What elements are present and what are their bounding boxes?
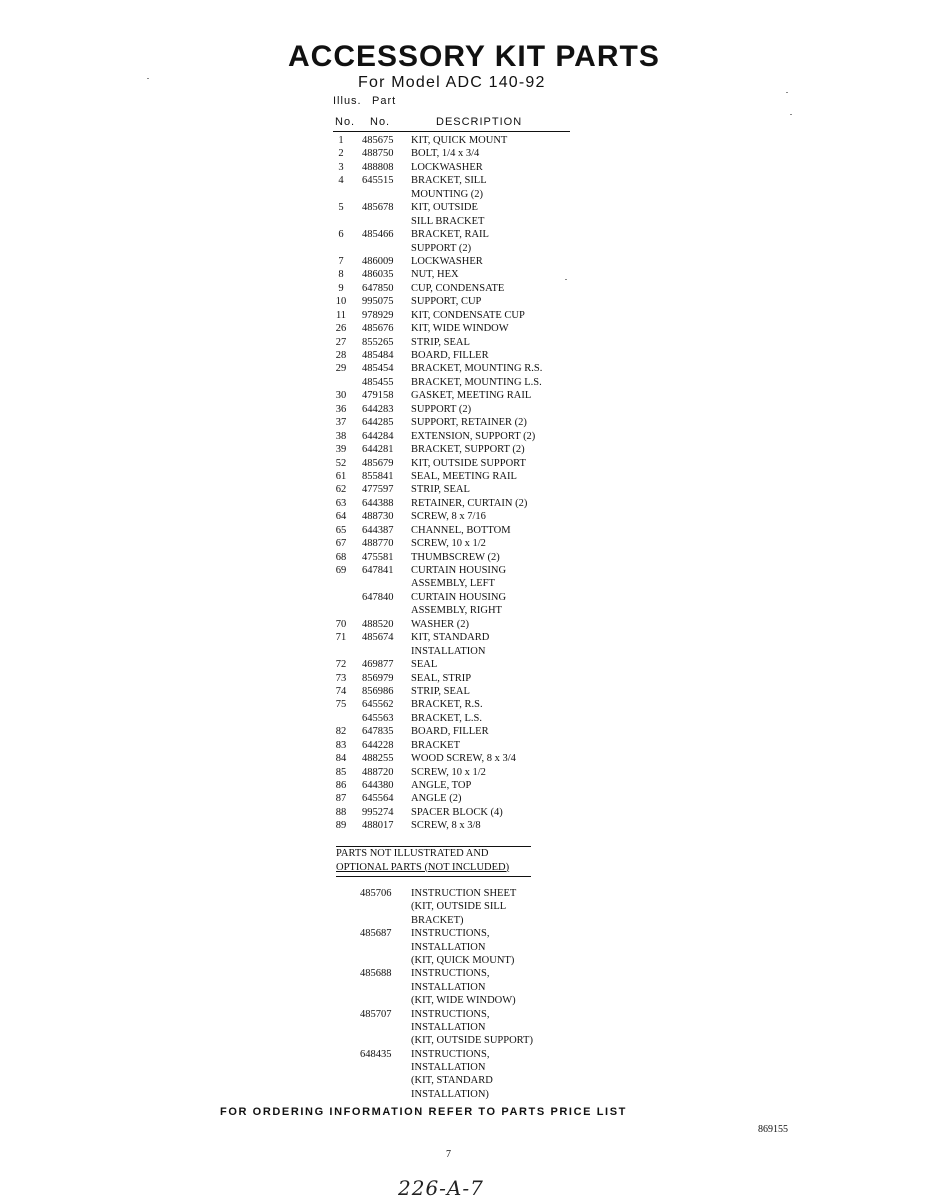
illus-number: 84	[335, 753, 347, 765]
section-divider-bottom	[336, 876, 531, 877]
illus-number: 52	[335, 457, 347, 469]
part-description: INSTALLATION	[411, 941, 486, 953]
table-row	[333, 483, 593, 496]
part-number: 644388	[362, 497, 394, 509]
part-description: SUPPORT (2)	[411, 242, 472, 254]
part-description: WASHER (2)	[411, 618, 470, 630]
table-row	[333, 725, 593, 738]
table-row	[333, 457, 593, 470]
illus-number: 6	[338, 229, 344, 241]
part-number: 469877	[362, 659, 394, 671]
table-row	[333, 712, 593, 725]
part-description: CURTAIN HOUSING	[411, 591, 507, 603]
header-illus-line1: Illus.	[333, 95, 362, 107]
table-row	[336, 941, 596, 954]
table-row	[333, 564, 593, 577]
part-number: 645562	[362, 699, 394, 711]
scan-speck	[565, 279, 567, 280]
table-row	[333, 685, 593, 698]
illus-number: 82	[335, 726, 347, 738]
table-row	[336, 900, 596, 913]
table-row	[333, 752, 593, 765]
part-description: BRACKET, L.S.	[411, 712, 482, 724]
part-description: INSTALLATION	[411, 1021, 486, 1033]
part-description: CUP, CONDENSATE	[411, 282, 505, 294]
part-description: BRACKET, MOUNTING L.S.	[411, 376, 542, 388]
table-row	[336, 1008, 596, 1021]
table-row	[333, 295, 593, 308]
part-number: 485466	[362, 229, 394, 241]
part-description: (KIT, OUTSIDE SILL	[411, 901, 507, 913]
part-number: 978929	[362, 309, 394, 321]
part-number: 645515	[362, 175, 394, 187]
table-row	[333, 336, 593, 349]
part-description: SEAL, STRIP	[411, 672, 472, 684]
part-number: 485674	[362, 632, 394, 644]
part-description: CURTAIN HOUSING	[411, 565, 507, 576]
scan-speck	[147, 78, 149, 79]
part-description: SPACER BLOCK (4)	[411, 806, 503, 818]
table-row	[333, 147, 593, 160]
illus-number: 69	[335, 565, 347, 576]
not-illustrated-heading	[336, 846, 531, 877]
table-row	[336, 1021, 596, 1034]
part-description: STRIP, SEAL	[411, 484, 470, 496]
table-row	[333, 349, 593, 362]
illus-number: 2	[338, 148, 344, 160]
illus-number: 85	[335, 766, 347, 778]
part-description: INSTALLATION)	[411, 1088, 489, 1100]
table-row	[333, 806, 593, 819]
part-description: NUT, HEX	[411, 269, 459, 281]
illus-number: 11	[335, 309, 347, 321]
illus-number: 88	[335, 806, 347, 818]
illus-number: 37	[335, 417, 347, 429]
part-number: 485454	[362, 363, 394, 375]
table-row	[333, 739, 593, 752]
part-number: 486035	[362, 269, 394, 281]
header-divider	[333, 131, 570, 132]
page-title: ACCESSORY KIT PARTS	[288, 40, 660, 73]
part-description: INSTRUCTION SHEET	[411, 888, 517, 899]
part-description: (KIT, WIDE WINDOW)	[411, 995, 516, 1007]
table-row	[333, 215, 593, 228]
part-description: THUMBSCREW (2)	[411, 551, 500, 563]
illus-number: 61	[335, 470, 347, 482]
part-description: SUPPORT (2)	[411, 403, 472, 415]
table-row	[333, 645, 593, 658]
header-part-line2: No.	[370, 116, 391, 128]
illus-number: 63	[335, 497, 347, 509]
part-number: 647850	[362, 282, 394, 294]
table-row	[333, 591, 593, 604]
part-number: 644284	[362, 430, 394, 442]
part-description: STRIP, SEAL	[411, 336, 470, 348]
table-row	[336, 994, 596, 1007]
part-description: (KIT, STANDARD	[411, 1075, 493, 1087]
part-description: LOCKWASHER	[411, 255, 483, 267]
part-number: 485484	[362, 350, 394, 361]
table-row	[336, 887, 596, 900]
illus-number: 38	[335, 430, 347, 442]
part-description: KIT, QUICK MOUNT	[411, 135, 508, 146]
illus-number: 72	[335, 659, 347, 671]
part-description: BRACKET, SILL	[411, 175, 487, 187]
part-description: KIT, STANDARD	[411, 632, 490, 644]
illus-number: 86	[335, 780, 347, 791]
part-number: 644380	[362, 780, 394, 791]
part-number: 647841	[362, 565, 394, 576]
part-description: BOLT, 1/4 x 3/4	[411, 148, 480, 160]
scan-speck	[790, 114, 792, 115]
table-row	[333, 362, 593, 375]
part-number: 479158	[362, 390, 394, 402]
part-description: SUPPORT, RETAINER (2)	[411, 417, 527, 429]
illus-number: 10	[335, 296, 347, 308]
table-row	[333, 161, 593, 174]
part-number: 486009	[362, 255, 394, 267]
part-number: 856986	[362, 685, 394, 697]
table-row	[333, 524, 593, 537]
table-row	[333, 577, 593, 590]
table-row	[333, 443, 593, 456]
part-description: SCREW, 8 x 7/16	[411, 511, 486, 523]
part-number: 485706	[360, 888, 392, 899]
ordering-note: FOR ORDERING INFORMATION REFER TO PARTS PRICE LIST	[220, 1106, 627, 1118]
table-row	[333, 242, 593, 255]
table-row	[336, 927, 596, 940]
part-number: 995075	[362, 296, 394, 308]
illus-number: 26	[335, 323, 347, 335]
part-number: 645564	[362, 793, 394, 805]
part-description: INSTRUCTIONS,	[411, 968, 490, 980]
illus-number: 83	[335, 739, 347, 751]
part-description: INSTALLATION	[411, 981, 486, 993]
part-description: ASSEMBLY, LEFT	[411, 578, 495, 590]
table-row	[333, 792, 593, 805]
scan-speck	[786, 92, 788, 93]
table-row	[336, 1048, 596, 1061]
table-row	[333, 631, 593, 644]
part-description: KIT, OUTSIDE	[411, 202, 478, 214]
table-row	[333, 268, 593, 281]
part-description: SEAL, MEETING RAIL	[411, 470, 517, 482]
part-number: 644228	[362, 739, 394, 751]
table-row	[333, 201, 593, 214]
illus-number: 64	[335, 511, 347, 523]
part-description: EXTENSION, SUPPORT (2)	[411, 430, 536, 442]
part-number: 485707	[360, 1008, 392, 1020]
illus-number: 73	[335, 672, 347, 684]
part-number: 644281	[362, 444, 394, 456]
part-description: INSTRUCTIONS,	[411, 928, 490, 940]
part-number: 485687	[360, 928, 392, 940]
illus-number: 70	[335, 618, 347, 630]
part-description: INSTALLATION	[411, 645, 486, 657]
part-number: 995274	[362, 806, 394, 818]
header-description: DESCRIPTION	[436, 116, 523, 128]
not-illustrated-table	[336, 887, 596, 1101]
part-description: SCREW, 10 x 1/2	[411, 538, 486, 550]
illus-number: 4	[338, 175, 344, 187]
part-number: 856979	[362, 672, 394, 684]
part-description: STRIP, SEAL	[411, 685, 470, 697]
part-number: 647835	[362, 726, 394, 738]
part-number: 855265	[362, 336, 394, 348]
illus-number: 39	[335, 444, 347, 456]
part-number: 485676	[362, 323, 394, 335]
illus-number: 67	[335, 538, 347, 550]
illus-number: 30	[335, 390, 347, 402]
table-row	[333, 403, 593, 416]
table-row	[336, 1034, 596, 1047]
part-description: BRACKET, MOUNTING R.S.	[411, 363, 543, 375]
table-row	[333, 672, 593, 685]
part-number: 645563	[362, 712, 394, 724]
table-row	[336, 1074, 596, 1087]
part-number: 485679	[362, 457, 394, 469]
part-description: KIT, WIDE WINDOW	[411, 323, 509, 335]
part-description: KIT, OUTSIDE SUPPORT	[411, 457, 526, 469]
part-description: BRACKET, RAIL	[411, 229, 489, 241]
part-description: RETAINER, CURTAIN (2)	[411, 497, 528, 509]
table-row	[333, 282, 593, 295]
table-row	[333, 819, 593, 832]
part-number: 485688	[360, 968, 392, 980]
table-row	[333, 510, 593, 523]
table-row	[333, 376, 593, 389]
part-description: INSTRUCTIONS,	[411, 1048, 490, 1060]
illus-number: 36	[335, 403, 347, 415]
table-row	[333, 134, 593, 147]
part-number: 488017	[362, 820, 394, 832]
illus-number: 89	[335, 820, 347, 832]
table-row	[333, 188, 593, 201]
table-row	[336, 981, 596, 994]
table-row	[333, 658, 593, 671]
illus-number: 3	[338, 161, 344, 173]
part-description: BRACKET, SUPPORT (2)	[411, 444, 525, 456]
part-description: GASKET, MEETING RAIL	[411, 390, 532, 402]
table-row	[336, 954, 596, 967]
illus-number: 7	[338, 255, 344, 267]
illus-number: 28	[335, 350, 347, 361]
header-illus-line2: No.	[335, 116, 356, 128]
illus-number: 65	[335, 524, 347, 536]
table-row	[333, 604, 593, 617]
part-description: ANGLE (2)	[411, 793, 462, 805]
illus-number: 75	[335, 699, 347, 711]
model-subtitle: For Model ADC 140-92	[358, 74, 546, 91]
part-description: BRACKET	[411, 739, 461, 751]
part-number: 648435	[360, 1048, 392, 1060]
illus-number: 8	[338, 269, 344, 281]
illus-number: 74	[335, 685, 347, 697]
not-illustrated-heading-line1: PARTS NOT ILLUSTRATED AND	[336, 848, 489, 859]
table-row	[333, 309, 593, 322]
table-row	[333, 389, 593, 402]
illus-number: 87	[335, 793, 347, 805]
part-number: 644387	[362, 524, 394, 536]
table-row	[333, 416, 593, 429]
illus-number: 27	[335, 336, 347, 348]
illus-number: 68	[335, 551, 347, 563]
part-number: 485675	[362, 135, 394, 146]
part-description: BRACKET)	[411, 914, 464, 926]
part-description: BRACKET, R.S.	[411, 699, 483, 711]
part-number: 488255	[362, 753, 394, 765]
table-row	[333, 322, 593, 335]
document-number: 869155	[758, 1124, 788, 1135]
part-number: 488750	[362, 148, 394, 160]
table-row	[333, 174, 593, 187]
table-row	[333, 551, 593, 564]
illus-number: 71	[335, 632, 347, 644]
part-description: SCREW, 8 x 3/8	[411, 820, 481, 832]
part-description: (KIT, QUICK MOUNT)	[411, 954, 515, 966]
illus-number: 1	[338, 135, 344, 146]
part-description: BOARD, FILLER	[411, 350, 489, 361]
table-row	[333, 779, 593, 792]
table-row	[336, 967, 596, 980]
not-illustrated-heading-line2: OPTIONAL PARTS (NOT INCLUDED)	[336, 861, 510, 873]
table-row	[333, 698, 593, 711]
part-number: 485678	[362, 202, 394, 214]
table-row	[333, 228, 593, 241]
part-description: CHANNEL, BOTTOM	[411, 524, 511, 536]
table-row	[336, 914, 596, 927]
table-row	[333, 618, 593, 631]
table-row	[333, 537, 593, 550]
part-description: ASSEMBLY, RIGHT	[411, 605, 502, 617]
table-row	[333, 470, 593, 483]
part-number: 488520	[362, 618, 394, 630]
part-number: 488730	[362, 511, 394, 523]
part-description: KIT, CONDENSATE CUP	[411, 309, 525, 321]
part-number: 488770	[362, 538, 394, 550]
part-description: WOOD SCREW, 8 x 3/4	[411, 753, 516, 765]
part-description: BOARD, FILLER	[411, 726, 489, 738]
page-number: 7	[446, 1149, 451, 1160]
part-number: 475581	[362, 551, 394, 563]
part-description: INSTALLATION	[411, 1062, 486, 1074]
part-number: 488720	[362, 766, 394, 778]
illus-number: 62	[335, 484, 347, 496]
part-number: 644285	[362, 417, 394, 429]
handwritten-note: 226-A-7	[398, 1176, 484, 1200]
part-description: SEAL	[411, 659, 438, 671]
part-description: SUPPORT, CUP	[411, 296, 482, 308]
illus-number: 9	[338, 282, 344, 294]
part-number: 488808	[362, 161, 394, 173]
part-number: 644283	[362, 403, 394, 415]
table-row	[336, 1061, 596, 1074]
illus-number: 5	[338, 202, 344, 214]
table-row	[333, 255, 593, 268]
part-description: INSTRUCTIONS,	[411, 1008, 490, 1020]
table-row	[333, 497, 593, 510]
part-description: (KIT, OUTSIDE SUPPORT)	[411, 1035, 533, 1047]
part-description: SCREW, 10 x 1/2	[411, 766, 486, 778]
table-row	[333, 766, 593, 779]
parts-table	[333, 134, 593, 833]
part-number: 477597	[362, 484, 394, 496]
part-number: 485455	[362, 376, 394, 388]
table-row	[336, 1088, 596, 1101]
illus-number: 29	[335, 363, 347, 375]
part-description: ANGLE, TOP	[411, 780, 472, 791]
header-part-line1: Part	[372, 95, 397, 107]
part-description: SILL BRACKET	[411, 215, 485, 227]
part-number: 855841	[362, 470, 394, 482]
table-row	[333, 430, 593, 443]
part-description: LOCKWASHER	[411, 161, 483, 173]
part-description: MOUNTING (2)	[411, 188, 484, 200]
part-number: 647840	[362, 591, 394, 603]
